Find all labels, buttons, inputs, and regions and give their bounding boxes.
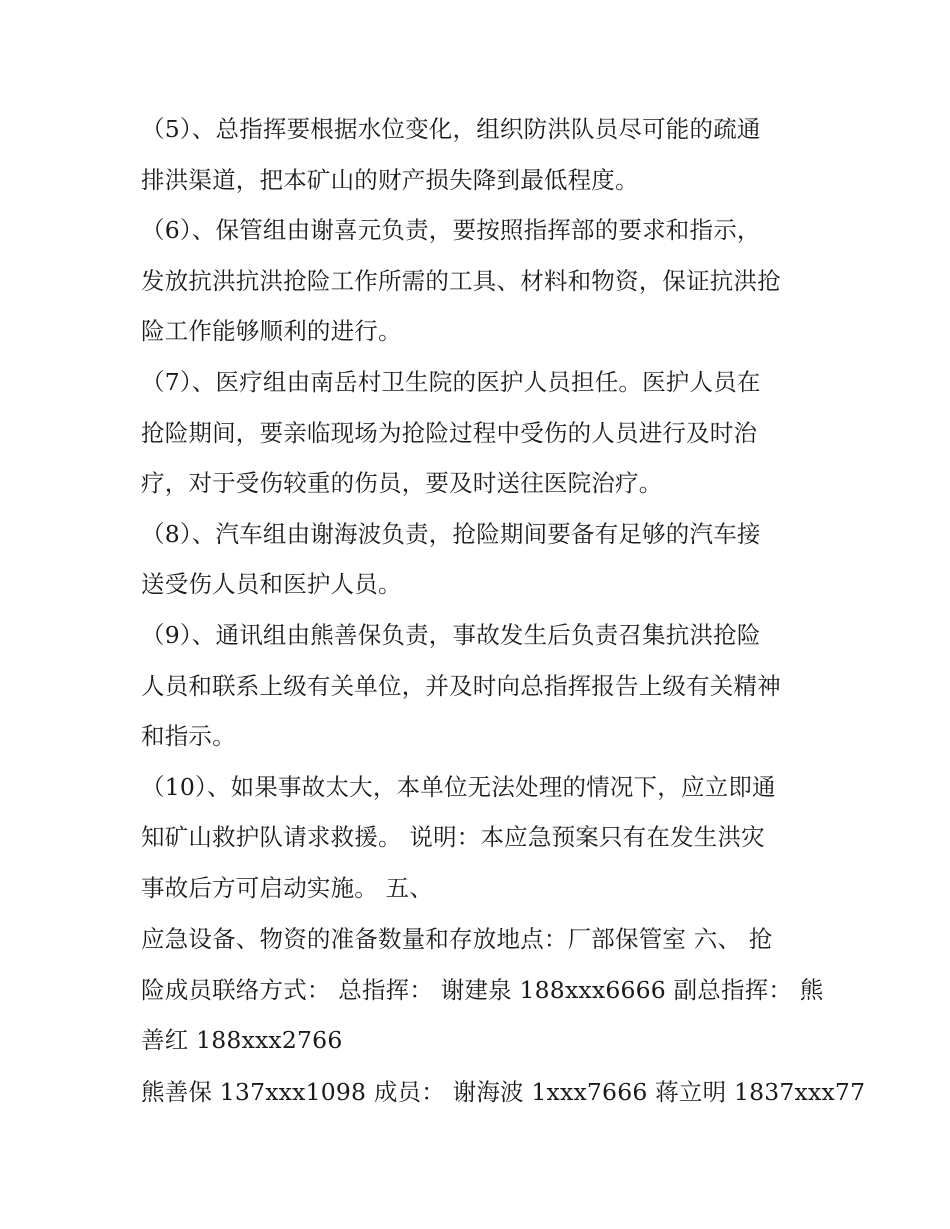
text-line: 送受伤人员和医护人员。 [141,570,402,598]
text-line: 发放抗洪抗洪抢险工作所需的工具、材料和物资，保证抗洪抢 [141,267,781,295]
text-line: 应急设备、物资的准备数量和存放地点：厂部保管室 六、 抢 [141,925,773,953]
text-line: 疗，对于受伤较重的伤员，要及时送往医院治疗。 [141,469,663,497]
text-line: （7）、医疗组由南岳村卫生院的医护人员担任。医护人员在 [141,368,761,396]
text-line: （6）、保管组由谢喜元负责，要按照指挥部的要求和指示， [141,216,761,244]
text-line: （5）、总指挥要根据水位变化，组织防洪队员尽可能的疏通 [141,115,761,143]
text-line: 善红 188xxx2766 [141,1026,343,1054]
text-line: 险成员联络方式： 总指挥： 谢建泉 188xxx6666 副总指挥： 熊 [141,976,824,1004]
text-line: 人员和联系上级有关单位，并及时向总指挥报告上级有关精神 [141,672,781,700]
text-line: （9）、通讯组由熊善保负责，事故发生后负责召集抗洪抢险 [141,621,761,649]
text-line: 事故后方可启动实施。 五、 [141,874,434,902]
text-line: 排洪渠道，把本矿山的财产损失降到最低程度。 [141,166,639,194]
text-line: 和指示。 [141,722,236,750]
text-line: 熊善保 137xxx1098 成员： 谢海波 1xxx7666 蒋立明 1837xxx77 [141,1078,866,1106]
text-line: （8）、汽车组由谢海波负责，抢险期间要备有足够的汽车接 [141,520,761,548]
text-line: （10）、如果事故太大，本单位无法处理的情况下，应立即通 [141,773,776,801]
text-line: 险工作能够顺利的进行。 [141,317,402,345]
text-line: 知矿山救护队请求救援。 说明：本应急预案只有在发生洪灾 [141,823,765,851]
text-line: 抢险期间，要亲临现场为抢险过程中受伤的人员进行及时治 [141,419,758,447]
